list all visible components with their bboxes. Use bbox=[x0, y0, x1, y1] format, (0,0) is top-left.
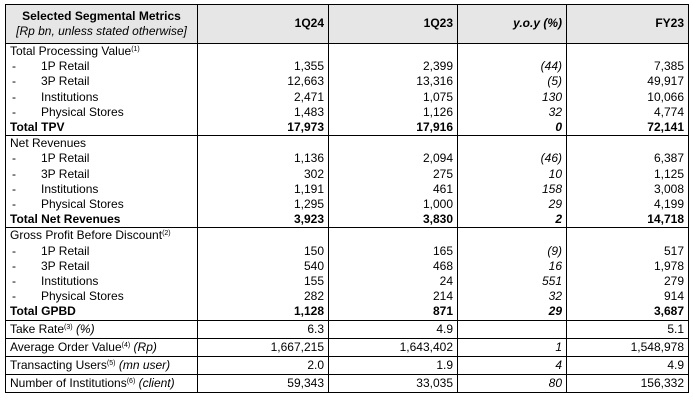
metric-unit: (client) bbox=[138, 375, 175, 390]
value-1q23: 871 bbox=[329, 304, 458, 320]
metric-unit: (mn user) bbox=[118, 357, 171, 372]
value-yoy: 130 bbox=[458, 90, 567, 105]
row-label-text: Institutions bbox=[41, 89, 99, 104]
total-row bbox=[6, 304, 689, 320]
empty-cell-yoy bbox=[458, 136, 567, 152]
value-1q23: 275 bbox=[329, 167, 458, 182]
metric-label bbox=[6, 320, 198, 338]
value-yoy: 10 bbox=[458, 167, 567, 182]
table-title: Selected Segmental Metrics bbox=[22, 9, 181, 23]
value-yoy: 551 bbox=[458, 274, 567, 289]
empty-cell-fy23 bbox=[567, 228, 689, 244]
footnote-marker: (3) bbox=[64, 323, 73, 331]
row-label bbox=[6, 197, 198, 212]
value-fy23: 72,141 bbox=[567, 120, 689, 136]
metric-unit: (Rp) bbox=[133, 339, 157, 354]
value-1q23: 2,094 bbox=[329, 151, 458, 166]
table-body bbox=[6, 44, 689, 393]
table-row bbox=[6, 167, 689, 182]
row-label bbox=[6, 105, 198, 120]
value-yoy: 16 bbox=[458, 259, 567, 274]
value-1q23: 468 bbox=[329, 259, 458, 274]
group-title-row bbox=[6, 44, 689, 60]
metric-label-text: Number of Institutions bbox=[10, 375, 127, 390]
value-fy23: 5.1 bbox=[567, 320, 689, 338]
group-title-text: Total Processing Value bbox=[10, 44, 132, 58]
value-fy23: 517 bbox=[567, 244, 689, 259]
table-row bbox=[6, 105, 689, 120]
value-1q24: 1,136 bbox=[198, 151, 329, 166]
row-label-text: Institutions bbox=[41, 274, 99, 289]
row-label bbox=[6, 259, 198, 274]
table-row bbox=[6, 197, 689, 212]
row-label-text: 1P Retail bbox=[41, 151, 90, 166]
metric-label-text: Take Rate bbox=[10, 321, 65, 336]
row-label-text: 3P Retail bbox=[41, 166, 90, 181]
column-header-1q23: 1Q23 bbox=[329, 5, 458, 44]
dash-marker: - bbox=[12, 151, 16, 166]
value-yoy: 32 bbox=[458, 105, 567, 120]
empty-cell-yoy bbox=[458, 228, 567, 244]
value-yoy: 32 bbox=[458, 289, 567, 304]
value-fy23: 4.9 bbox=[567, 356, 689, 374]
empty-cell-fy23 bbox=[567, 44, 689, 60]
group-title-text: Gross Profit Before Discount bbox=[10, 228, 163, 243]
group-title-text: Net Revenues bbox=[10, 136, 87, 151]
value-yoy: 80 bbox=[458, 374, 567, 392]
value-fy23: 10,066 bbox=[567, 90, 689, 105]
value-1q23: 4.9 bbox=[329, 320, 458, 338]
value-1q24: 3,923 bbox=[198, 212, 329, 228]
value-1q23: 1,126 bbox=[329, 105, 458, 120]
metric-label bbox=[6, 374, 198, 392]
footnote-marker: (5) bbox=[106, 359, 116, 367]
value-1q24: 1,295 bbox=[198, 197, 329, 212]
value-yoy: 158 bbox=[458, 182, 567, 197]
value-1q24: 1,483 bbox=[198, 105, 329, 120]
footnote-marker: (4) bbox=[121, 341, 131, 349]
value-fy23: 6,387 bbox=[567, 151, 689, 166]
value-1q23: 1.9 bbox=[329, 356, 458, 374]
value-1q23: 214 bbox=[329, 289, 458, 304]
table-row bbox=[6, 182, 689, 197]
value-fy23: 3,687 bbox=[567, 304, 689, 320]
empty-cell-1q24 bbox=[198, 136, 329, 152]
value-1q23: 1,643,402 bbox=[329, 338, 458, 356]
value-fy23: 4,774 bbox=[567, 105, 689, 120]
metric-row bbox=[6, 356, 689, 374]
value-1q24: 2.0 bbox=[198, 356, 329, 374]
value-1q24: 150 bbox=[198, 244, 329, 259]
table-row bbox=[6, 289, 689, 304]
group-title bbox=[6, 228, 198, 244]
value-1q23: 2,399 bbox=[329, 59, 458, 74]
value-1q24: 540 bbox=[198, 259, 329, 274]
value-1q23: 3,830 bbox=[329, 212, 458, 228]
value-1q24: 6.3 bbox=[198, 320, 329, 338]
metric-row bbox=[6, 374, 689, 392]
total-row bbox=[6, 212, 689, 228]
metric-row bbox=[6, 320, 689, 338]
table-row bbox=[6, 74, 689, 89]
row-label bbox=[6, 151, 198, 166]
value-fy23: 7,385 bbox=[567, 59, 689, 74]
value-1q24: 2,471 bbox=[198, 90, 329, 105]
table-row bbox=[6, 244, 689, 259]
group-title-row bbox=[6, 228, 689, 244]
row-label-text: Physical Stores bbox=[41, 104, 124, 119]
column-header-1q24: 1Q24 bbox=[198, 5, 329, 44]
value-fy23: 156,332 bbox=[567, 374, 689, 392]
header-row bbox=[6, 5, 689, 44]
dash-marker: - bbox=[12, 289, 16, 304]
value-1q24: 155 bbox=[198, 274, 329, 289]
value-fy23: 1,125 bbox=[567, 167, 689, 182]
row-label bbox=[6, 59, 198, 74]
value-fy23: 1,548,978 bbox=[567, 338, 689, 356]
value-yoy: (9) bbox=[458, 244, 567, 259]
header-title-cell bbox=[6, 5, 198, 44]
value-fy23: 3,008 bbox=[567, 182, 689, 197]
value-1q24: 1,355 bbox=[198, 59, 329, 74]
value-yoy: 0 bbox=[458, 120, 567, 136]
empty-cell-1q23 bbox=[329, 136, 458, 152]
dash-marker: - bbox=[12, 89, 16, 104]
value-1q23: 24 bbox=[329, 274, 458, 289]
value-1q23: 17,916 bbox=[329, 120, 458, 136]
segmental-metrics-table bbox=[5, 4, 689, 393]
group-title bbox=[6, 44, 198, 60]
row-label-text: 1P Retail bbox=[41, 243, 90, 258]
value-yoy: (5) bbox=[458, 74, 567, 89]
row-label bbox=[6, 74, 198, 89]
row-label bbox=[6, 167, 198, 182]
row-label-text: 1P Retail bbox=[41, 59, 90, 74]
column-header-fy23: FY23 bbox=[567, 5, 689, 44]
empty-cell-1q24 bbox=[198, 44, 329, 60]
total-label: Total TPV bbox=[6, 120, 198, 136]
value-1q24: 1,191 bbox=[198, 182, 329, 197]
footnote-marker: (6) bbox=[126, 377, 136, 385]
value-1q24: 1,667,215 bbox=[198, 338, 329, 356]
metric-label bbox=[6, 356, 198, 374]
value-1q23: 165 bbox=[329, 244, 458, 259]
column-header-yoy: y.o.y (%) bbox=[458, 5, 567, 44]
group-title-row bbox=[6, 136, 689, 152]
value-fy23: 279 bbox=[567, 274, 689, 289]
value-fy23: 1,978 bbox=[567, 259, 689, 274]
value-1q23: 1,000 bbox=[329, 197, 458, 212]
total-row bbox=[6, 120, 689, 136]
table-row bbox=[6, 59, 689, 74]
row-label bbox=[6, 182, 198, 197]
row-label-text: 3P Retail bbox=[41, 74, 90, 89]
dash-marker: - bbox=[12, 104, 16, 119]
row-label-text: Physical Stores bbox=[41, 289, 124, 304]
metric-label-text: Average Order Value bbox=[10, 339, 122, 354]
total-label: Total Net Revenues bbox=[6, 212, 198, 228]
empty-cell-1q23 bbox=[329, 228, 458, 244]
value-yoy: (44) bbox=[458, 59, 567, 74]
row-label bbox=[6, 274, 198, 289]
value-yoy: 4 bbox=[458, 356, 567, 374]
dash-marker: - bbox=[12, 258, 16, 273]
table-subtitle: [Rp bn, unless stated otherwise] bbox=[16, 24, 187, 38]
value-fy23: 14,718 bbox=[567, 212, 689, 228]
metric-label bbox=[6, 338, 198, 356]
group-title bbox=[6, 136, 198, 152]
dash-marker: - bbox=[12, 181, 16, 196]
dash-marker: - bbox=[12, 197, 16, 212]
row-label bbox=[6, 90, 198, 105]
value-yoy: 1 bbox=[458, 338, 567, 356]
table-row bbox=[6, 274, 689, 289]
row-label-text: Institutions bbox=[41, 181, 99, 196]
value-1q23: 461 bbox=[329, 182, 458, 197]
value-fy23: 49,917 bbox=[567, 74, 689, 89]
empty-cell-fy23 bbox=[567, 136, 689, 152]
metric-label-text: Transacting Users bbox=[10, 357, 107, 372]
table-row bbox=[6, 151, 689, 166]
value-1q24: 12,663 bbox=[198, 74, 329, 89]
dash-marker: - bbox=[12, 74, 16, 89]
dash-marker: - bbox=[12, 166, 16, 181]
value-fy23: 914 bbox=[567, 289, 689, 304]
dash-marker: - bbox=[12, 274, 16, 289]
footnote-marker: (1) bbox=[131, 46, 140, 53]
value-1q24: 282 bbox=[198, 289, 329, 304]
table-row bbox=[6, 90, 689, 105]
value-1q23: 33,035 bbox=[329, 374, 458, 392]
value-1q24: 59,343 bbox=[198, 374, 329, 392]
row-label-text: Physical Stores bbox=[41, 197, 124, 212]
value-1q24: 17,973 bbox=[198, 120, 329, 136]
value-yoy: 29 bbox=[458, 197, 567, 212]
value-1q23: 1,075 bbox=[329, 90, 458, 105]
metric-row bbox=[6, 338, 689, 356]
value-1q24: 302 bbox=[198, 167, 329, 182]
dash-marker: - bbox=[12, 243, 16, 258]
row-label-text: 3P Retail bbox=[41, 258, 90, 273]
table-row bbox=[6, 259, 689, 274]
value-yoy: (46) bbox=[458, 151, 567, 166]
empty-cell-yoy bbox=[458, 44, 567, 60]
empty-cell-1q24 bbox=[198, 228, 329, 244]
row-label bbox=[6, 289, 198, 304]
value-1q23: 13,316 bbox=[329, 74, 458, 89]
value-yoy: 2 bbox=[458, 212, 567, 228]
metric-unit: (%) bbox=[75, 321, 95, 336]
value-1q24: 1,128 bbox=[198, 304, 329, 320]
value-yoy bbox=[458, 320, 567, 338]
value-fy23: 4,199 bbox=[567, 197, 689, 212]
empty-cell-1q23 bbox=[329, 44, 458, 60]
row-label bbox=[6, 244, 198, 259]
total-label: Total GPBD bbox=[6, 304, 198, 320]
value-yoy: 29 bbox=[458, 304, 567, 320]
footnote-marker: (2) bbox=[162, 230, 171, 238]
dash-marker: - bbox=[12, 59, 16, 74]
